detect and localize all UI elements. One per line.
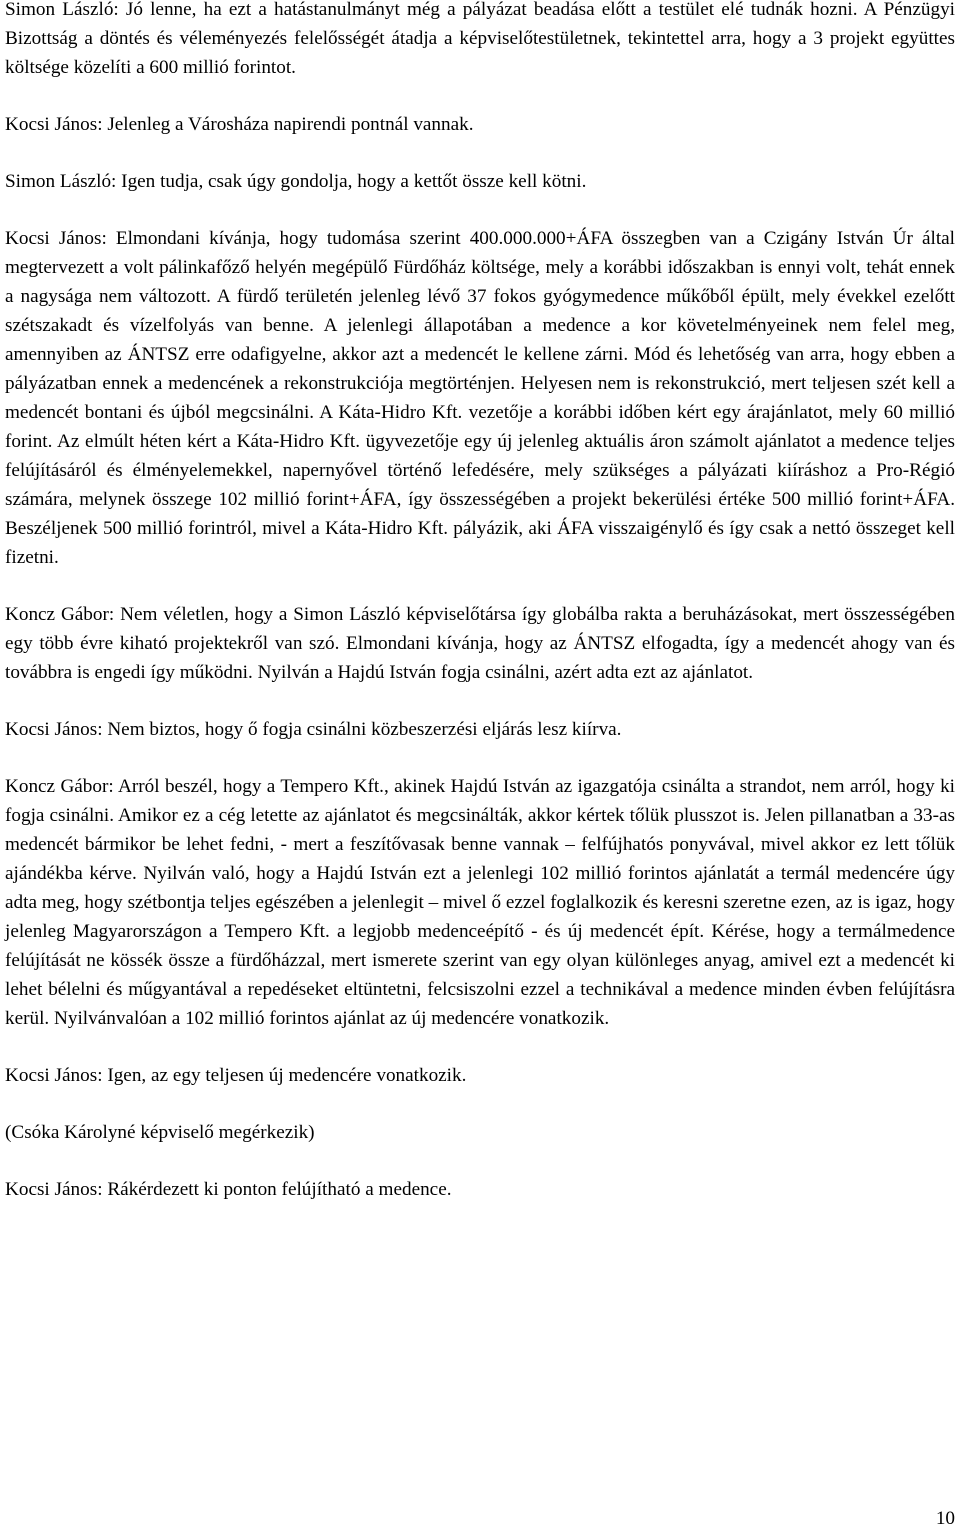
paragraph-koncz-1: Koncz Gábor: Nem véletlen, hogy a Simon László képviselőtársa így globálba rakta a beruházásokat, mert összességében egy több évre kiható projektekről van szó. Elmondani kívánja, hogy az ÁNTSZ elfogadta, így a medencét ahogy van és továbbra is engedi így működni. Nyilván a Hajdú István fogja csinálni, azért adta ezt az ajánlatot. (5, 604, 955, 683)
paragraph-simon-1: Simon László: Jó lenne, ha ezt a hatástanulmányt még a pályázat beadása előtt a testület elé tudnák hozni. A Pénzügyi Bizottság a döntés és véleményezés felelősségét átadja a képviselőtestületnek, tekintettel arra, hogy a 3 projekt együttes költsége közelíti a 600 millió forintot. (5, 0, 955, 78)
paragraph-kocsi-2: Kocsi János: Elmondani kívánja, hogy tudomása szerint 400.000.000+ÁFA összegben van a Czigány István Úr által megtervezett a volt pálinkafőző helyén megépülő Fürdőház költsége, mely a korábbi időszakban is ennyi volt, tehát ennek a nagysága nem változott. A fürdő területén jelenleg lévő 37 fokos gyógymedence műkőből épült, mely évekkel ezelőtt szétszakadt és vízelfolyás van benne. A jelenlegi állapotában a medence a kor követelményeinek nem felel meg, amennyiben az ÁNTSZ erre odafigyelne, akkor azt a medencét le kellene zárni. Mód és lehetőség van arra, hogy ebben a pályázatban ennek a medencének a rekonstrukciója megtörténjen. Helyesen nem is rekonstrukció, mert teljesen szét kell a medencét bontani és újból megcsinálni. A Káta-Hidro Kft. vezetője a korábbi időben kért egy árajánlatot, mely 60 millió forint. Az elmúlt héten kért a Káta-Hidro Kft. ügyvezetője egy új jelenleg aktuális áron számolt ajánlatot a medence teljes felújításáról és élményelemekkel, napernyővel történő lefedésére, mely szükséges a pályázati kiíráshoz a Pro-Régió számára, melynek összege 102 millió forint+ÁFA, így összességében a projekt bekerülési értéke 500 millió forint+ÁFA. Beszéljenek 500 millió forintról, mivel a Káta-Hidro Kft. pályázik, aki ÁFA visszaigénylő és így csak a nettó összeget kell fizetni. (5, 228, 955, 568)
paragraph-kocsi-3: Kocsi János: Nem biztos, hogy ő fogja csinálni közbeszerzési eljárás lesz kiírva. (5, 719, 622, 740)
paragraph-koncz-2: Koncz Gábor: Arról beszél, hogy a Tempero Kft., akinek Hajdú István az igazgatója csinálta a strandot, nem arról, hogy ki fogja csinálni. Amikor ez a cég letette az ajánlatot és megcsinálták, akkor kértek tőlük plusszot is. Jelen pillanatban a 33-as medencét bármikor be lehet fedni, - mert a feszítővasak benne vannak – felfújhatós ponyvával, mivel akkor ez lett tőlük ajándékba kérve. Nyilván való, hogy a Hajdú István ezt a jelenlegi 102 millió forintos ajánlatát a termál medencére úgy adta meg, hogy szétbontja teljes egészében a jelenlegit – mivel ő ezzel foglalkozik és keresni szeretne ezen, az is igaz, hogy jelenleg Magyarországon a Tempero Kft. a legjobb medenceépítő - és új medencét épít. Kérése, hogy a termálmedence felújítását ne kössék össze a fürdőházzal, mert ismerete szerint van egy olyan különleges anyag, amivel ezt a medencét ki lehet bélelni és műgyantával a repedéseket eltüntetni, felcsiszolni ezzel a technikával a medence minden évben felújításra kerül. Nyilvánvalóan a 102 millió forintos ajánlat az új medencére vonatkozik. (5, 776, 955, 1029)
paragraph-kocsi-5: Kocsi János: Rákérdezett ki ponton felújítható a medence. (5, 1179, 452, 1200)
paragraph-kocsi-1: Kocsi János: Jelenleg a Városháza napirendi pontnál vannak. (5, 114, 474, 135)
paragraph-note: (Csóka Károlyné képviselő megérkezik) (5, 1122, 315, 1143)
page-number: 10 (935, 1508, 955, 1529)
paragraph-simon-2: Simon László: Igen tudja, csak úgy gondolja, hogy a kettőt össze kell kötni. (5, 171, 587, 192)
document-body (5, 0, 955, 1232)
paragraph-kocsi-4: Kocsi János: Igen, az egy teljesen új medencére vonatkozik. (5, 1065, 467, 1086)
